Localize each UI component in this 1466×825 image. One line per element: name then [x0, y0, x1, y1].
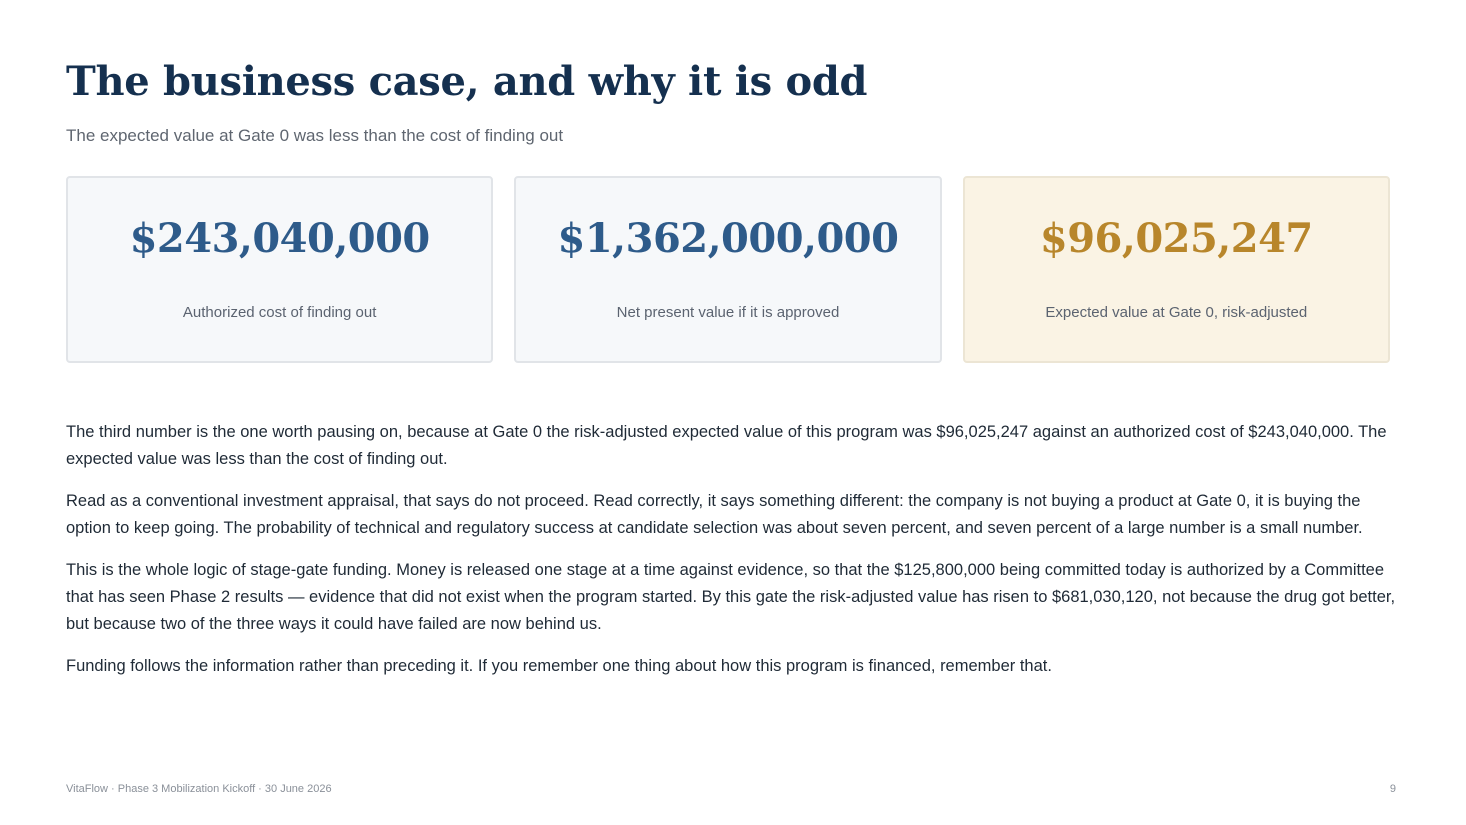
body-paragraph: Funding follows the information rather than preceding it. If you remember one thing about how this program is financed, remember that. — [66, 657, 1052, 675]
metric-label: Authorized cost of finding out — [182, 304, 377, 321]
metric-card-authorized-cost — [66, 176, 493, 363]
body-paragraph: Read as a conventional investment appraisal, that says do not proceed. Read correctly, it says something different: the company is not buying a product at Gate 0, it is buying the option to keep going. The probability of technical and regulatory success at candidate selection was about seven percent, and seven percent of a large number is a small number. — [66, 492, 1363, 537]
slide-subtitle: The expected value at Gate 0 was less than the cost of finding out — [66, 126, 564, 145]
body-paragraph: The third number is the one worth pausing on, because at Gate 0 the risk-adjusted expected value of this program was $96,025,247 against an authorized cost of $243,040,000. The expected value was less than the cost of finding out. — [66, 423, 1387, 468]
metric-cards — [66, 176, 1390, 363]
metric-value: $243,040,000 — [129, 215, 430, 262]
metric-card-npv — [514, 176, 941, 363]
slide-title: The business case, and why it is odd — [66, 58, 868, 105]
body-paragraph: This is the whole logic of stage-gate funding. Money is released one stage at a time against evidence, so that the $125,800,000 being committed today is authorized by a Committee that has seen Phase 2 results — evidence that did not exist when the program started. By this gate the risk-adjusted value has risen to $681,030,120, not because the drug got better, but because two of the three ways it could have failed are now behind us. — [66, 561, 1396, 633]
metric-label: Net present value if it is approved — [616, 304, 840, 321]
metric-value-highlighted: $96,025,247 — [1039, 215, 1313, 262]
body-text — [66, 419, 1396, 695]
metric-card-expected-value — [963, 176, 1390, 363]
footer-caption: VitaFlow · Phase 3 Mobilization Kickoff · 30 June 2026 — [66, 783, 332, 795]
page-number: 9 — [1389, 783, 1396, 795]
metric-value: $1,362,000,000 — [557, 215, 899, 262]
metric-label: Expected value at Gate 0, risk-adjusted — [1045, 304, 1308, 321]
